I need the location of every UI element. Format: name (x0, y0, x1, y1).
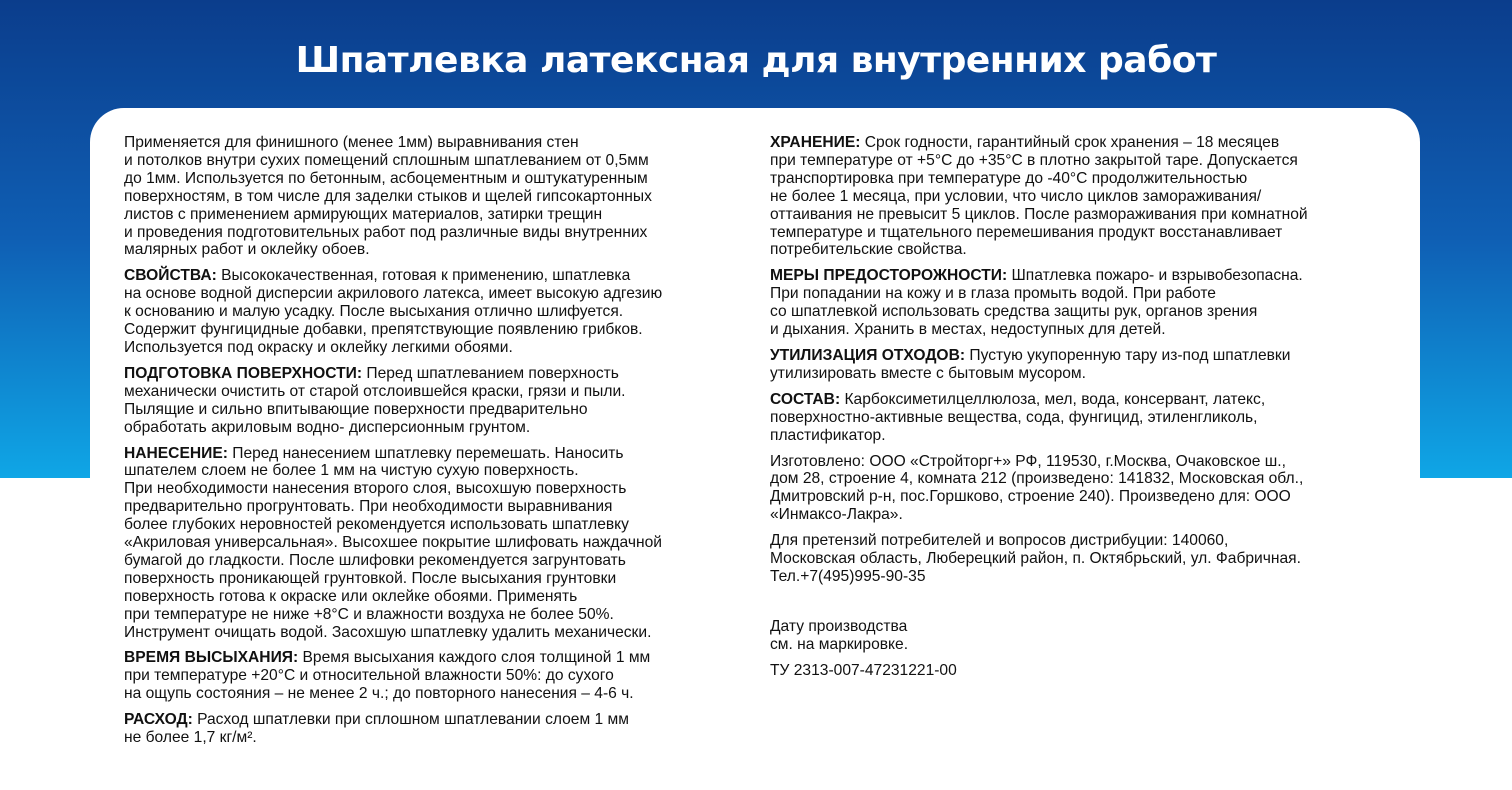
text-line (770, 224, 1410, 242)
text-paragraph (124, 267, 764, 357)
text-line (770, 152, 1410, 170)
text-line (770, 391, 1410, 409)
line-text: обработать акриловым водно- дисперсионным грунтом. (124, 418, 531, 436)
text-paragraph (124, 365, 764, 437)
text-line (124, 339, 764, 357)
text-line (124, 606, 764, 624)
line-text: «Инмаксо-Лакра». (770, 506, 903, 524)
paragraph-spacer (770, 594, 1410, 618)
line-text: не более 1,7 кг/м². (124, 729, 257, 747)
line-text: со шпатлевкой использовать средства защиты рук, органов зрения (770, 303, 1258, 321)
line-text: поверхность готова к окраске или оклейке обоями. Применять (124, 587, 578, 605)
line-text: и дыхания. Хранить в местах, недоступных для детей. (770, 321, 1166, 339)
section-heading: НАНЕСЕНИЕ: (124, 444, 228, 462)
text-line (770, 365, 1410, 383)
text-line (124, 685, 764, 703)
text-paragraph (124, 711, 764, 747)
left-text-column (124, 134, 764, 755)
text-line (770, 427, 1410, 445)
line-text: Изготовлено: ООО «Стройторг+» РФ, 119530, г.Москва, Очаковское ш., (770, 452, 1286, 470)
line-text: Расход шпатлевки при сплошном шпатлевании слоем 1 мм (192, 711, 629, 729)
section-heading: ХРАНЕНИЕ: (770, 134, 861, 151)
text-paragraph (770, 347, 1410, 383)
text-line (124, 134, 764, 152)
line-text: Перед шпатлеванием поверхность (362, 364, 619, 382)
text-paragraph (770, 662, 1410, 680)
text-paragraph (770, 532, 1410, 586)
text-line (124, 445, 764, 463)
line-text: Используется под окраску и оклейку легкими обоями. (124, 338, 513, 356)
line-text: Пылящие и сильно впитывающие поверхности предварительно (124, 400, 588, 418)
text-line (770, 267, 1410, 285)
line-text: Шпатлевка пожаро- и взрывобезопасна. (1007, 267, 1303, 285)
section-heading: УТИЛИЗАЦИЯ ОТХОДОВ: (770, 346, 966, 364)
text-line (124, 152, 764, 170)
line-text: ТУ 2313-007-47231221-00 (770, 661, 957, 679)
text-line (124, 321, 764, 339)
section-heading: ПОДГОТОВКА ПОВЕРХНОСТИ: (124, 364, 363, 382)
section-heading: СОСТАВ: (770, 390, 841, 408)
line-text: при температуре не ниже +8°С и влажности воздуха не более 50%. (124, 605, 614, 623)
text-line (770, 170, 1410, 188)
text-line (124, 365, 764, 383)
line-text: листов с применением армирующих материалов, затирки трещин (124, 205, 603, 223)
text-paragraph (124, 134, 764, 259)
text-line (124, 667, 764, 685)
text-line (124, 570, 764, 588)
text-line (124, 624, 764, 642)
text-line (770, 206, 1410, 224)
text-line (770, 134, 1410, 152)
text-line (124, 206, 764, 224)
line-text: до 1мм. Используется по бетонным, асбоцементным и оштукатуренным (124, 169, 648, 187)
line-text: Московская область, Люберецкий район, п. Октябрьский, ул. Фабричная. (770, 550, 1301, 568)
text-line (770, 453, 1410, 471)
line-text: Перед нанесением шпатлевку перемешать. Наносить (227, 444, 624, 462)
line-text: и проведения подготовительных работ под различные виды внутренних (124, 223, 648, 241)
section-heading: СВОЙСТВА: (124, 267, 217, 285)
line-text: потребительские свойства. (770, 241, 967, 259)
text-paragraph (770, 618, 1410, 654)
line-text: механически очистить от старой отслоившейся краски, грязи и пыли. (124, 382, 626, 400)
text-line (770, 285, 1410, 303)
text-line (770, 303, 1410, 321)
line-text: поверхность проникающей грунтовкой. После высыхания грунтовки (124, 569, 617, 587)
line-text: Применяется для финишного (менее 1мм) выравнивания стен (124, 134, 579, 151)
line-text: Время высыхания каждого слоя толщиной 1 мм (298, 649, 651, 667)
text-line (124, 711, 764, 729)
line-text: см. на маркировке. (770, 635, 909, 653)
text-line (770, 662, 1410, 680)
text-line (770, 470, 1410, 488)
text-line (124, 285, 764, 303)
text-line (124, 383, 764, 401)
line-text: «Акриловая универсальная». Высохшее покрытие шлифовать наждачной (124, 534, 662, 552)
page-title: Шпатлевка латексная для внутренних работ (295, 40, 1217, 81)
line-text: и потолков внутри сухих помещений сплошным шпатлеванием от 0,5мм (124, 151, 649, 169)
line-text: Дату производства (770, 617, 908, 635)
line-text: поверхностно-активные вещества, сода, фунгицид, этиленгликоль, (770, 408, 1258, 426)
line-text: на ощупь состояния – не менее 2 ч.; до повторного нанесения – 4-6 ч. (124, 685, 634, 703)
text-paragraph (124, 649, 764, 703)
line-text: поверхностям, в том числе для заделки стыков и щелей гипсокартонных (124, 187, 652, 205)
line-text: Карбоксиметилцеллюлоза, мел, вода, консервант, латекс, (840, 390, 1266, 408)
line-text: Дмитровский р-н, пос.Горшково, строение 240). Произведено для: ООО (770, 488, 1291, 506)
line-text: Для претензий потребителей и вопросов дистрибуции: 140060, (770, 532, 1229, 550)
text-line (124, 462, 764, 480)
text-line (124, 534, 764, 552)
line-text: Инструмент очищать водой. Засохшую шпатлевку удалить механически. (124, 623, 652, 641)
text-line (770, 532, 1410, 550)
line-text: предварительно прогрунтовать. При необходимости выравнивания (124, 498, 613, 516)
text-line (124, 649, 764, 667)
line-text: транспортировка при температуре до -40°С продолжительностью (770, 169, 1248, 187)
text-line (770, 241, 1410, 259)
line-text: оттаивания не превысит 5 циклов. После размораживания при комнатной (770, 205, 1308, 223)
line-text: Пустую укупоренную тару из-под шпатлевки (965, 346, 1291, 364)
line-text: при температуре от +5°С до +35°С в плотно закрытой таре. Допускается (770, 151, 1298, 169)
text-line (124, 419, 764, 437)
text-line (770, 488, 1410, 506)
text-line (770, 409, 1410, 427)
text-paragraph (770, 134, 1410, 259)
text-line (770, 550, 1410, 568)
text-line (770, 506, 1410, 524)
section-heading: МЕРЫ ПРЕДОСТОРОЖНОСТИ: (770, 267, 1008, 285)
line-text: бумагой до гладкости. После шлифовки рекомендуется загрунтовать (124, 551, 626, 569)
text-paragraph (770, 267, 1410, 339)
text-paragraph (770, 453, 1410, 525)
section-heading: ВРЕМЯ ВЫСЫХАНИЯ: (124, 649, 299, 667)
line-text: более глубоких неровностей рекомендуется использовать шпатлевку (124, 516, 629, 534)
text-line (124, 188, 764, 206)
text-line (124, 588, 764, 606)
line-text: При попадании на кожу и в глаза промыть водой. При работе (770, 285, 1216, 303)
line-text: дом 28, строение 4, комната 212 (произведено: 141832, Московская обл., (770, 470, 1304, 488)
text-line (124, 498, 764, 516)
text-line (124, 729, 764, 747)
text-line (124, 480, 764, 498)
right-text-column (770, 134, 1410, 688)
line-text: шпателем слоем не более 1 мм на чистую сухую поверхность. (124, 462, 579, 480)
line-text: Срок годности, гарантийный срок хранения – 18 месяцев (860, 134, 1280, 151)
text-line (124, 224, 764, 242)
line-text: Высококачественная, готовая к применению, шпатлевка (216, 267, 631, 285)
line-text: температуре и тщательного перемешивания продукт восстанавливает (770, 223, 1283, 241)
text-line (124, 401, 764, 419)
line-text: Содержит фунгицидные добавки, препятствующие появлению грибков. (124, 321, 643, 339)
line-text: не более 1 месяца, при условии, что число циклов замораживания/ (770, 187, 1262, 205)
line-text: к основанию и малую усадку. После высыхания отлично шлифуется. (124, 303, 624, 321)
text-line (770, 636, 1410, 654)
line-text: Тел.+7(495)995-90-35 (770, 567, 926, 585)
line-text: пластификатор. (770, 426, 886, 444)
text-line (124, 241, 764, 259)
text-line (124, 267, 764, 285)
text-line (124, 516, 764, 534)
text-line (124, 170, 764, 188)
text-line (770, 188, 1410, 206)
text-paragraph (124, 445, 764, 642)
line-text: утилизировать вместе с бытовым мусором. (770, 364, 1086, 382)
text-line (770, 618, 1410, 636)
text-line (770, 568, 1410, 586)
text-line (770, 347, 1410, 365)
line-text: малярных работ и оклейку обоев. (124, 241, 370, 259)
line-text: при температуре +20°С и относительной влажности 50%: до сухого (124, 667, 614, 685)
text-line (770, 321, 1410, 339)
section-heading: РАСХОД: (124, 711, 193, 729)
text-line (124, 552, 764, 570)
line-text: При необходимости нанесения второго слоя, высохшую поверхность (124, 480, 627, 498)
line-text: на основе водной дисперсии акрилового латекса, имеет высокую адгезию (124, 285, 663, 303)
text-paragraph (770, 391, 1410, 445)
text-line (124, 303, 764, 321)
